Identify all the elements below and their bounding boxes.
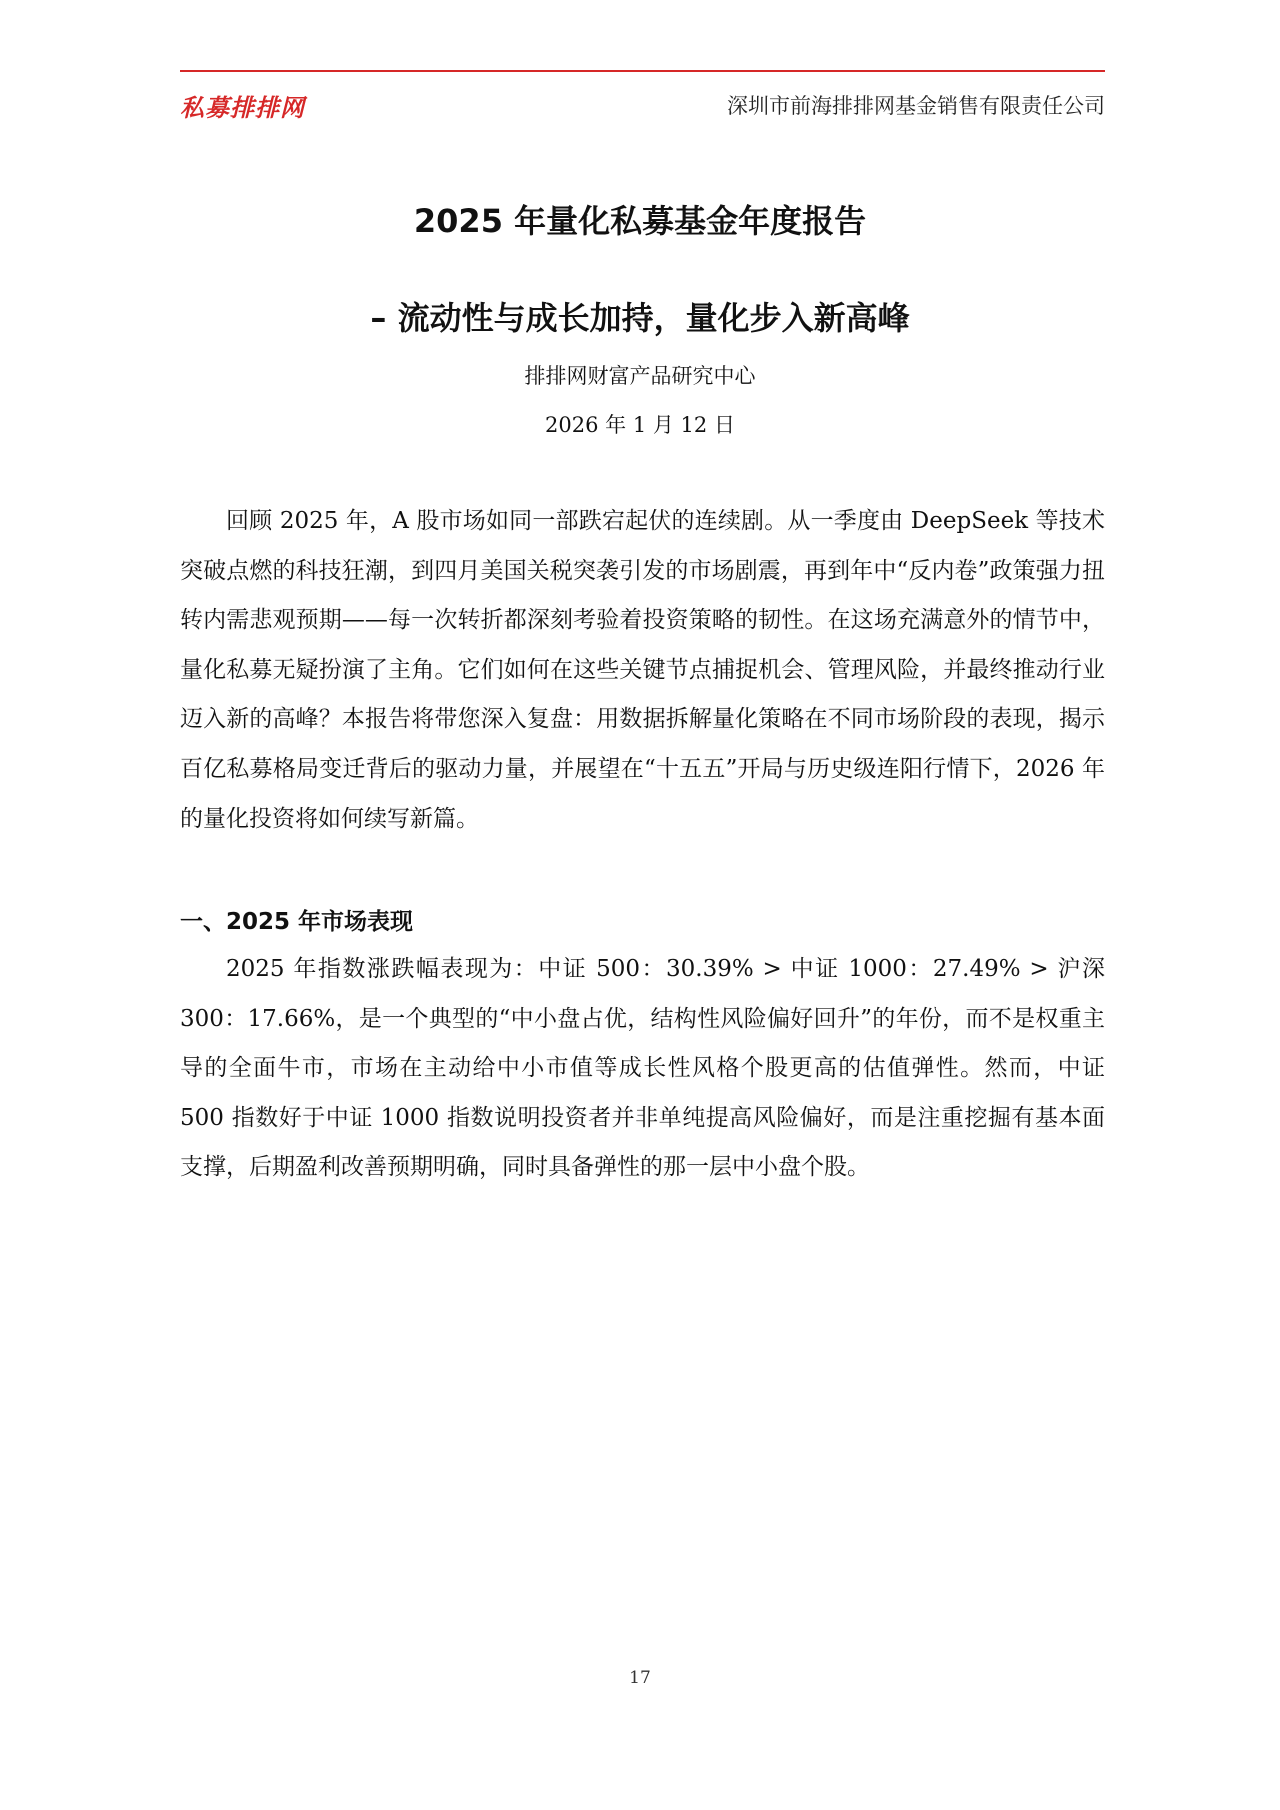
report-subtitle: – 流动性与成长加持，量化步入新高峰	[370, 299, 910, 337]
report-title: 2025 年量化私募基金年度报告	[413, 202, 867, 240]
page-number: 17	[629, 1668, 651, 1688]
intro-paragraph: 回顾 2025 年，A 股市场如同一部跌宕起伏的连续剧。从一季度由 DeepSeek 等技术突破点燃的科技狂潮，到四月美国关税突袭引发的市场剧震，再到年中“反内卷”政策强力扭转内需悲观预期——每一次转折都深刻考验着投资策略的韧性。在这场充满意外的情节中，量化私募无疑扮演了主角。它们如何在这些关键节点捕捉机会、管理风险，并最终推动行业迈入新的高峰？本报告将带您深入复盘：用数据拆解量化策略在不同市场阶段的表现，揭示百亿私募格局变迁背后的驱动力量，并展望在“十五五”开局与历史级连阳行情下，2026 年的量化投资将如何续写新篇。	[180, 508, 1105, 832]
section-heading: 一、2025 年市场表现	[180, 909, 414, 935]
report-author: 排排网财富产品研究中心	[524, 364, 756, 388]
report-date: 2026 年 1 月 12 日	[545, 413, 735, 437]
header-rule	[180, 70, 1105, 72]
brand-logo: 私募排排网	[180, 94, 305, 122]
market-paragraph: 2025 年指数涨跌幅表现为：中证 500：30.39% > 中证 1000：27.49% > 沪深 300：17.66%，是一个典型的“中小盘占优，结构性风险偏好回升”的年份，而不是权重主导的全面牛市，市场在主动给中小市值等成长性风格个股更高的估值弹性。然而，中证 500 指数好于中证 1000 指数说明投资者并非单纯提高风险偏好，而是注重挖掘有基本面支撑，后期盈利改善预期明确，同时具备弹性的那一层中小盘个股。	[180, 956, 1105, 1181]
company-name: 深圳市前海排排网基金销售有限责任公司	[727, 94, 1105, 118]
